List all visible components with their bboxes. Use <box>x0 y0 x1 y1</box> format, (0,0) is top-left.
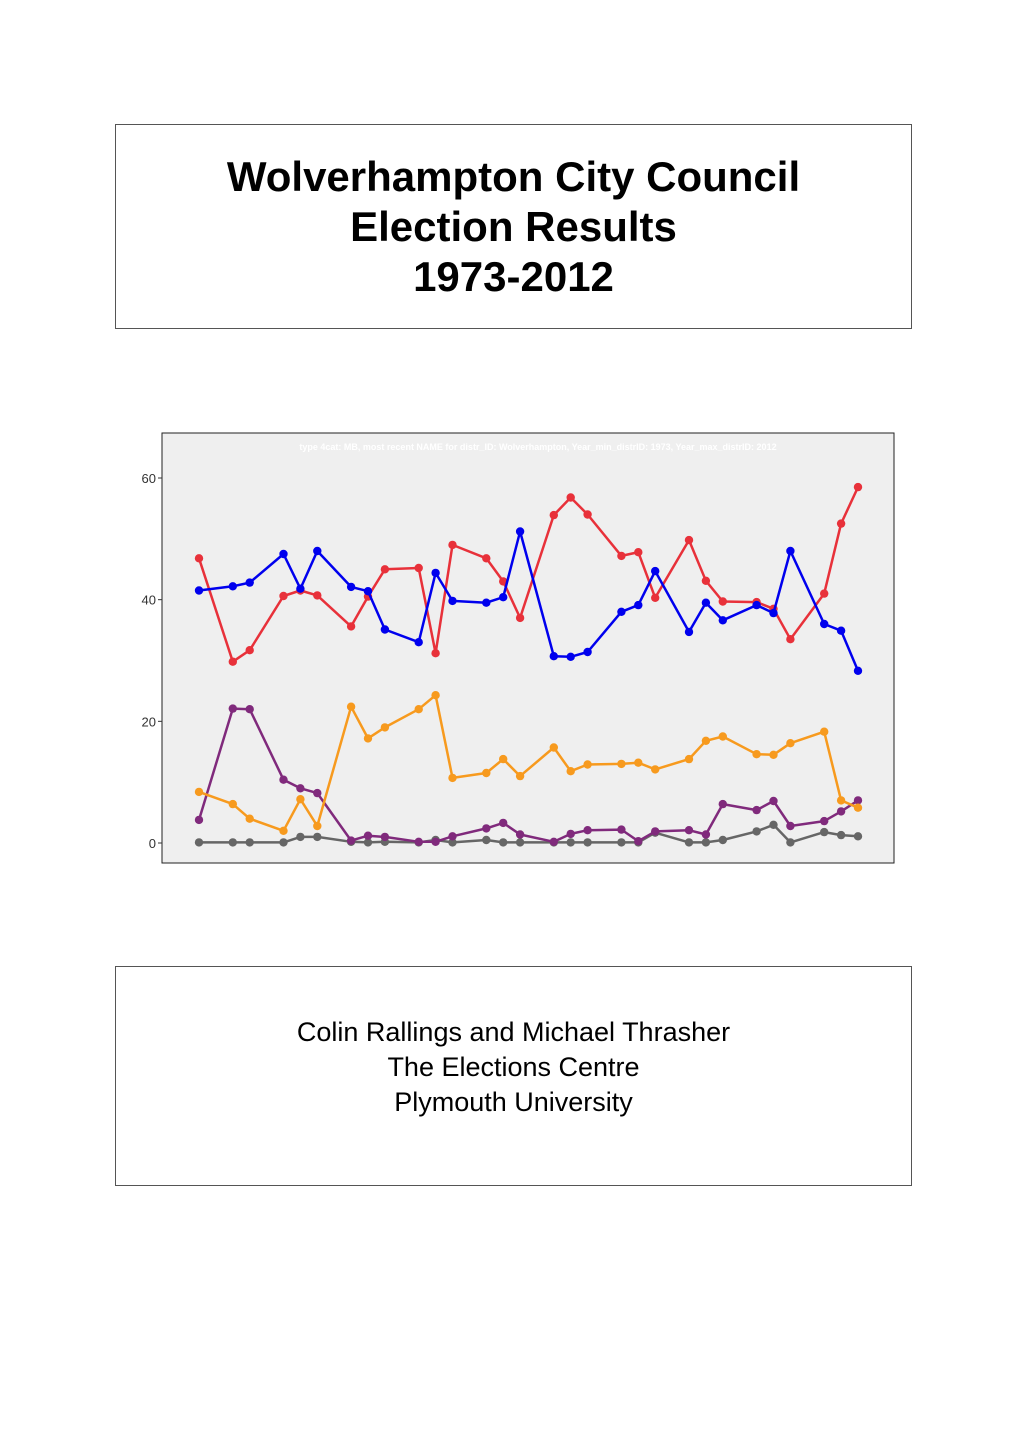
data-point <box>364 734 372 742</box>
data-point <box>448 774 456 782</box>
data-point <box>550 652 558 660</box>
data-point <box>719 836 727 844</box>
data-point <box>702 577 710 585</box>
data-point <box>567 653 575 661</box>
data-point <box>415 564 423 572</box>
data-point <box>448 541 456 549</box>
data-point <box>246 838 254 846</box>
data-point <box>769 609 777 617</box>
data-point <box>685 628 693 636</box>
data-point <box>752 827 760 835</box>
data-point <box>347 836 355 844</box>
data-point <box>651 594 659 602</box>
data-point <box>195 838 203 846</box>
data-point <box>279 776 287 784</box>
data-point <box>415 638 423 646</box>
data-point <box>820 828 828 836</box>
data-point <box>702 737 710 745</box>
data-point <box>381 723 389 731</box>
data-point <box>685 838 693 846</box>
data-point <box>634 548 642 556</box>
data-point <box>516 614 524 622</box>
data-point <box>516 830 524 838</box>
data-point <box>195 586 203 594</box>
data-point <box>364 587 372 595</box>
data-point <box>651 567 659 575</box>
data-point <box>415 705 423 713</box>
data-point <box>837 831 845 839</box>
data-point <box>567 493 575 501</box>
data-point <box>313 591 321 599</box>
data-point <box>583 510 591 518</box>
data-point <box>702 599 710 607</box>
data-point <box>364 832 372 840</box>
data-point <box>786 822 794 830</box>
data-point <box>702 838 710 846</box>
plot-area <box>162 433 894 863</box>
data-point <box>431 838 439 846</box>
data-point <box>499 819 507 827</box>
data-point <box>634 837 642 845</box>
title-line-3: 1973-2012 <box>413 252 614 300</box>
data-point <box>786 739 794 747</box>
data-point <box>381 833 389 841</box>
data-point <box>685 826 693 834</box>
data-point <box>719 732 727 740</box>
data-point <box>617 608 625 616</box>
data-point <box>279 838 287 846</box>
data-point <box>719 800 727 808</box>
data-point <box>567 830 575 838</box>
data-point <box>246 815 254 823</box>
data-point <box>651 827 659 835</box>
data-point <box>195 788 203 796</box>
data-point <box>685 755 693 763</box>
authors-text: Colin Rallings and Michael Thrasher <box>296 1017 731 1047</box>
data-point <box>229 838 237 846</box>
chart-svg <box>110 432 900 866</box>
data-point <box>431 569 439 577</box>
data-point <box>296 784 304 792</box>
data-point <box>567 838 575 846</box>
data-point <box>786 547 794 555</box>
data-point <box>482 599 490 607</box>
chart-title: type 4cat: MB, most recent NAME for distr_ID: Wolverhampton, Year_min_distrID: 1973, Year_max_distrID: 2012 <box>299 442 777 452</box>
data-point <box>820 728 828 736</box>
data-point <box>381 625 389 633</box>
data-point <box>820 817 828 825</box>
data-point <box>415 838 423 846</box>
data-point <box>499 838 507 846</box>
data-point <box>482 769 490 777</box>
data-point <box>431 649 439 657</box>
data-point <box>499 593 507 601</box>
y-tick-label: 40 <box>141 592 156 608</box>
data-point <box>313 822 321 830</box>
data-point <box>229 582 237 590</box>
data-point <box>854 483 862 491</box>
centre-text: The Elections Centre <box>387 1052 640 1082</box>
data-point <box>617 825 625 833</box>
data-point <box>583 838 591 846</box>
data-point <box>634 759 642 767</box>
title-line-1: Wolverhampton City Council <box>226 152 801 200</box>
data-point <box>195 554 203 562</box>
election-chart <box>110 432 900 866</box>
data-point <box>381 565 389 573</box>
data-point <box>448 832 456 840</box>
data-point <box>229 658 237 666</box>
data-point <box>347 583 355 591</box>
data-point <box>550 838 558 846</box>
data-point <box>752 750 760 758</box>
data-point <box>854 796 862 804</box>
data-point <box>583 648 591 656</box>
data-point <box>820 620 828 628</box>
data-point <box>279 592 287 600</box>
data-point <box>448 597 456 605</box>
data-point <box>617 838 625 846</box>
data-point <box>719 597 727 605</box>
data-point <box>246 646 254 654</box>
data-point <box>820 589 828 597</box>
data-point <box>769 797 777 805</box>
title-line-2: Election Results <box>350 202 677 250</box>
data-point <box>752 601 760 609</box>
data-point <box>617 552 625 560</box>
data-point <box>246 578 254 586</box>
data-point <box>246 705 254 713</box>
data-point <box>769 821 777 829</box>
data-point <box>854 832 862 840</box>
data-point <box>685 536 693 544</box>
data-point <box>583 760 591 768</box>
data-point <box>752 806 760 814</box>
data-point <box>516 838 524 846</box>
data-point <box>229 800 237 808</box>
data-point <box>516 527 524 535</box>
data-point <box>499 755 507 763</box>
data-point <box>567 767 575 775</box>
data-point <box>769 751 777 759</box>
data-point <box>347 622 355 630</box>
data-point <box>482 554 490 562</box>
data-point <box>837 796 845 804</box>
data-point <box>550 511 558 519</box>
data-point <box>634 601 642 609</box>
data-point <box>837 519 845 527</box>
data-point <box>431 691 439 699</box>
data-point <box>719 616 727 624</box>
data-point <box>279 827 287 835</box>
data-point <box>296 795 304 803</box>
data-point <box>837 807 845 815</box>
data-point <box>482 836 490 844</box>
data-point <box>854 667 862 675</box>
title-box <box>115 124 912 329</box>
data-point <box>313 833 321 841</box>
data-point <box>516 772 524 780</box>
data-point <box>702 830 710 838</box>
data-point <box>583 826 591 834</box>
data-point <box>786 838 794 846</box>
credit-box <box>115 966 912 1186</box>
data-point <box>854 804 862 812</box>
data-point <box>313 789 321 797</box>
y-tick-label: 20 <box>141 714 156 730</box>
data-point <box>651 765 659 773</box>
data-point <box>229 704 237 712</box>
data-point <box>347 703 355 711</box>
data-point <box>195 816 203 824</box>
data-point <box>296 833 304 841</box>
y-tick-label: 0 <box>148 836 156 851</box>
y-tick-label: 60 <box>141 471 156 486</box>
data-point <box>296 585 304 593</box>
data-point <box>837 627 845 635</box>
university-text: Plymouth University <box>394 1087 633 1117</box>
data-point <box>786 635 794 643</box>
data-point <box>617 760 625 768</box>
data-point <box>482 824 490 832</box>
data-point <box>313 547 321 555</box>
data-point <box>550 743 558 751</box>
data-point <box>279 550 287 558</box>
